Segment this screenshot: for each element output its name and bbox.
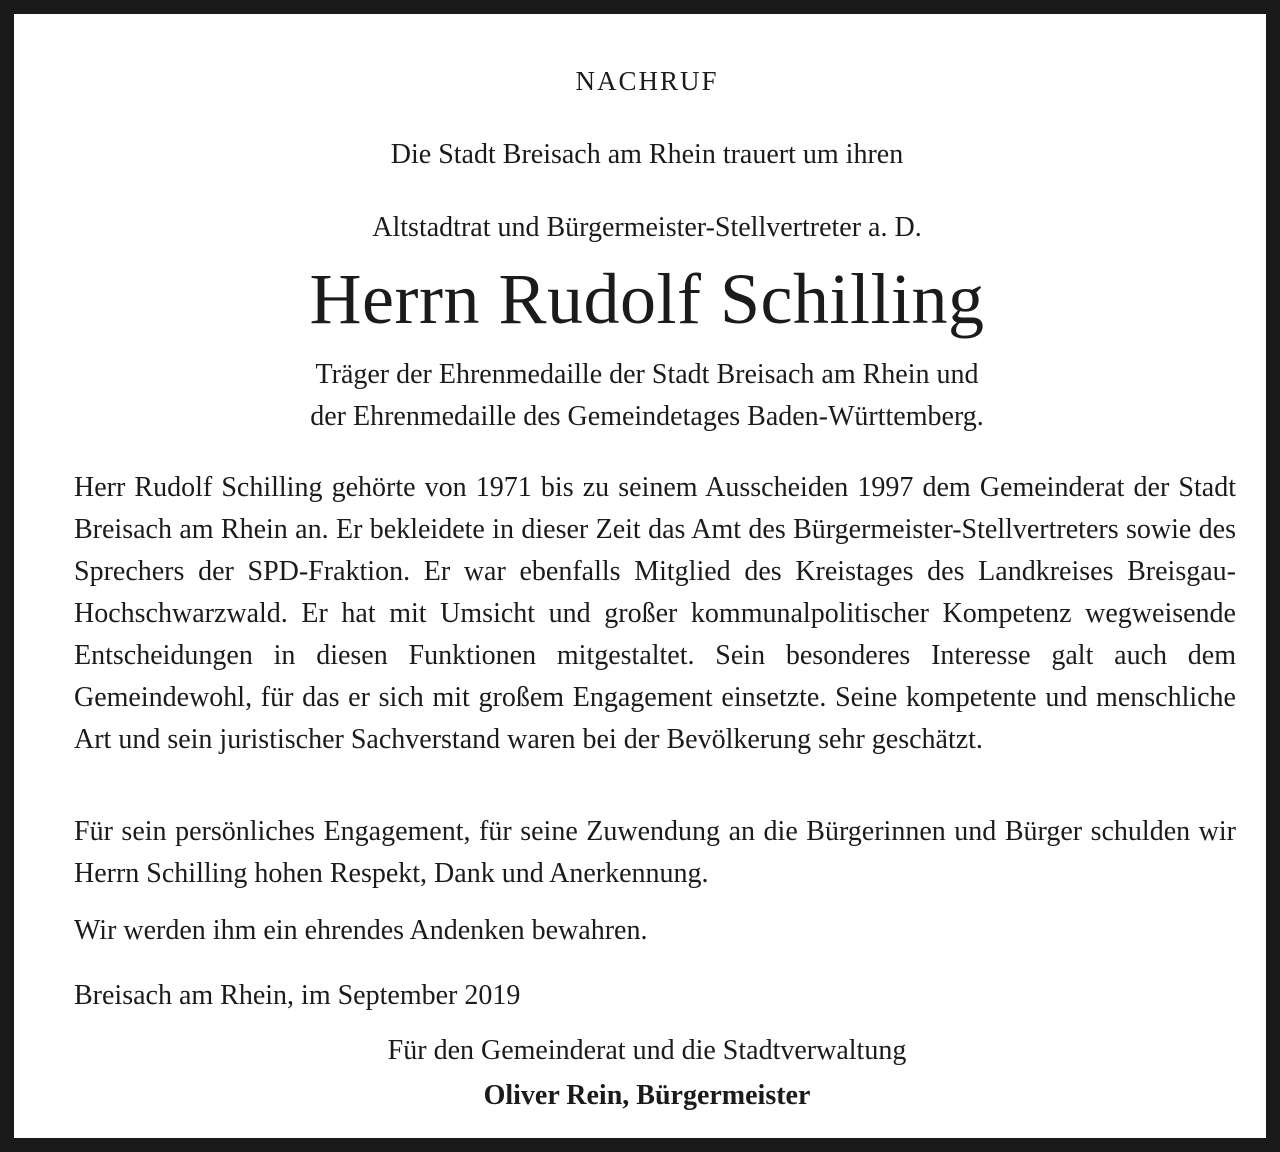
remembrance-paragraph: Wir werden ihm ein ehrendes Andenken bewahren. (74, 915, 648, 946)
honorary-title: Altstadtrat und Bürgermeister-Stellvertreter a. D. (372, 212, 922, 243)
honor-line: Träger der Ehrenmedaille der Stadt Breisach am Rhein und (315, 359, 979, 390)
signer-name: Oliver Rein, Bürgermeister (483, 1080, 811, 1111)
honors-block (59, 354, 1235, 438)
intro-line: Die Stadt Breisach am Rhein trauert um ihren (390, 139, 904, 170)
biography-paragraph: Herr Rudolf Schilling gehörte von 1971 bis zu seinem Ausscheiden 1997 dem Gemeinderat der Stadt Breisach am Rhein an. Er bekleidete in dieser Zeit das Amt des Bürgermeister-Stellvertreters sowie des Sprechers der SPD-Fraktion. Er war ebenfalls Mitglied des Kreistages des Landkreises Breisgau-Hochschwarzwald. Er hat mit Umsicht und großer kommunalpolitischer Kompetenz wegweisende Entscheidungen in diesen Funktionen mitgestaltet. Sein besonderes Interesse galt auch dem Gemeindewohl, für das er sich mit großem Engagement einsetzte. Seine kompetente und menschliche Art und sein juristischer Sachverstand waren bei der Bevölkerung sehr geschätzt. (74, 472, 1236, 755)
deceased-name: Herrn Rudolf Schilling (309, 259, 985, 339)
gratitude-paragraph: Für sein persönliches Engagement, für seine Zuwendung an die Bürgerinnen und Bürger schulden wir Herrn Schilling hohen Respekt, Dank und Anerkennung. (74, 816, 1236, 889)
signoff-line: Für den Gemeinderat und die Stadtverwaltung (387, 1035, 907, 1066)
honor-line: der Ehrenmedaille des Gemeindetages Baden-Württemberg. (310, 401, 984, 432)
place-and-date: Breisach am Rhein, im September 2019 (74, 980, 521, 1011)
notice-heading: NACHRUF (575, 66, 719, 96)
